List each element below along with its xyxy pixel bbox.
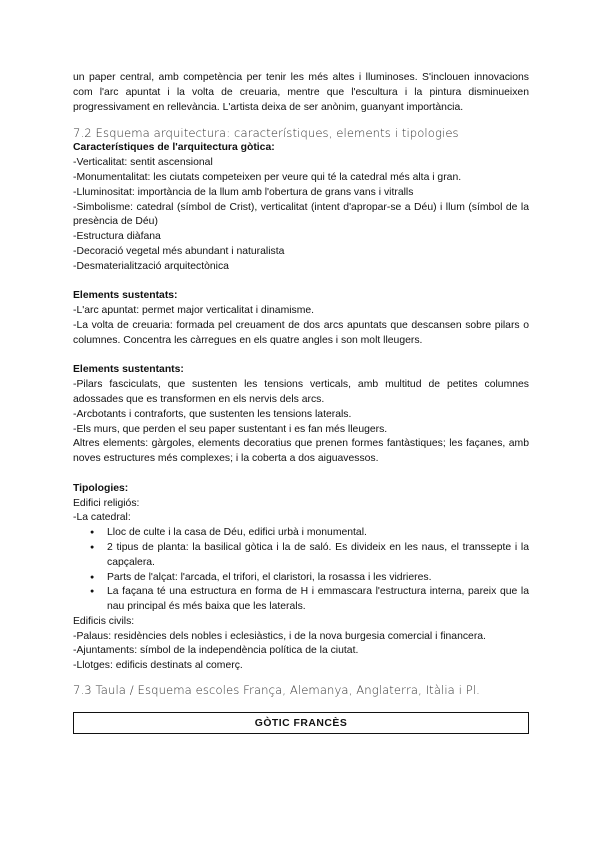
characteristic-item: -Simbolisme: catedral (símbol de Crist), verticalitat (intent d'apropar-se a Déu) i llum (símbol de la presència de Déu) <box>73 201 529 228</box>
other-elements: Altres elements: gàrgoles, elements decoratius que prenen formes fantàstiques; les façanes, amb noves estructures més complexes; i la coberta a dos aiguavessos. <box>73 438 529 465</box>
table-header-text: GÒTIC FRANCÈS <box>254 717 348 729</box>
list-item: ● 2 tipus de planta: la basilical gòtica i la de saló. Es divideix en les naus, el transsepte i la capçalera. <box>107 541 529 571</box>
characteristic-item: -Monumentalitat: les ciutats competeixen per veure qui té la catedral més alta i gran. <box>73 171 462 183</box>
civil-item: -Llotges: edificis destinats al comerç. <box>73 660 243 672</box>
civil-item: -Palaus: residències dels nobles i eclesiàstics, i de la nova burgesia comercial i financera. <box>73 630 486 642</box>
list-item: ● Lloc de culte i la casa de Déu, edifici urbà i monumental. <box>107 526 529 541</box>
characteristics-list <box>73 156 529 274</box>
sustentant-item: -Arcbotants i contraforts, que sustenten les tensions laterals. <box>73 408 352 420</box>
table-header-cell <box>73 712 529 734</box>
tipologies-title: Tipologies: <box>73 482 129 494</box>
religious-building-label: Edifici religiós: <box>73 497 140 509</box>
sustentants-title: Elements sustentants: <box>73 364 184 376</box>
document-page <box>73 71 529 734</box>
list-item: ● La façana té una estructura en forma de H i emmascara l'estructura interna, pareix que la nau principal és més baixa que les laterals. <box>107 585 529 615</box>
sustentant-item: -Els murs, que perden el seu paper sustentant i es fan més lleugers. <box>73 423 388 435</box>
intro-paragraph <box>73 71 529 115</box>
section-73-heading: 7.3 Taula / Esquema escoles França, Alemanya, Anglaterra, Itàlia i Pl. <box>73 683 480 698</box>
sustentat-item: -La volta de creuaria: formada pel creuament de dos arcs apuntats que descansen sobre pilars o columnes. Concentra les càrregues en els quatre angles i son molt lleugers. <box>73 319 529 346</box>
characteristic-item: -Decoració vegetal més abundant i naturalista <box>73 245 285 257</box>
sustentats-title: Elements sustentats: <box>73 290 178 302</box>
characteristic-item: -Desmaterialització arquitectònica <box>73 260 229 272</box>
cathedral-bullet-list <box>73 526 529 615</box>
sustentat-item: -L'arc apuntat: permet major verticalitat i dinamisme. <box>73 305 315 317</box>
civil-buildings-label: Edificis civils: <box>73 615 135 627</box>
civil-item: -Ajuntaments: símbol de la independència política de la ciutat. <box>73 645 359 657</box>
characteristics-title: Característiques de l'arquitectura gòtica: <box>73 142 275 154</box>
cathedral-label: -La catedral: <box>73 512 131 524</box>
section-72-heading: 7.2 Esquema arquitectura: característiques, elements i tipologies <box>73 126 459 141</box>
characteristic-item: -Verticalitat: sentit ascensional <box>73 157 213 169</box>
sustentant-item: -Pilars fasciculats, que sustenten les tensions verticals, amb multitud de petites columnes adossades que es transformen en els nervis dels arcs. <box>73 379 529 405</box>
intro-text: un paper central, amb competència per tenir les més altes i lluminoses. S'inclouen innovacions com l'arc apuntat i la volta de creuaria, mentre que l'escultura i la pintura disminueixen progressivament en rellevància. L'artista deixa de ser anònim, guanyant importància. <box>73 72 529 113</box>
characteristic-item: -Lluminositat: importància de la llum amb l'obertura de grans vans i vitralls <box>73 186 414 198</box>
list-item: ● Parts de l'alçat: l'arcada, el trifori, el claristori, la rosassa i les vidrieres. <box>107 571 529 586</box>
characteristic-item: -Estructura diàfana <box>73 231 161 243</box>
